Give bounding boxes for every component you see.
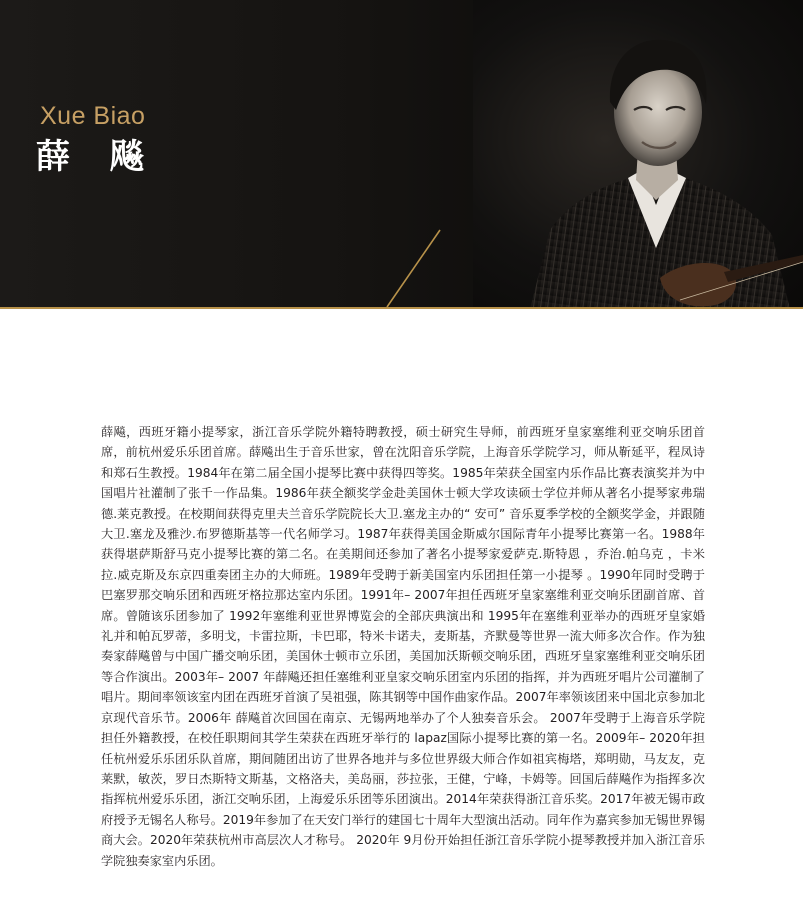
musician-portrait bbox=[510, 0, 803, 309]
name-english: Xue Biao bbox=[40, 102, 146, 130]
header-banner bbox=[0, 0, 803, 309]
header-divider bbox=[0, 307, 803, 309]
biography-text: 薛飚，西班牙籍小提琴家，浙江音乐学院外籍特聘教授，硕士研究生导师，前西班牙皇家塞维利亚交响乐团首席，前杭州爱乐乐团首席。薛飚出生于音乐世家，曾在沈阳音乐学院，上海音乐学院学习，师从靳延平，程凤诗和郑石生教授。1984年在第二届全国小提琴比赛中获得四等奖。1985年荣获全国室内乐作品比赛表演奖并为中国唱片社灌制了张千一作品集。1986年获全额奖学金赴美国休士顿大学攻读硕士学位并师从著名小提琴家弗瑞德.莱克教授。在校期间获得克里夫兰音乐学院院长大卫.塞龙主办的“ 安可” 音乐夏季学校的全额奖学金，并跟随大卫.塞龙及雅沙.布罗德斯基等一代名师学习。1987年获得美国金斯威尔国际青年小提琴比赛第一名。1988年获得堪萨斯舒马克小提琴比赛的第二名。在美期间还参加了著名小提琴家爱萨克.斯特恩 ，乔治.帕乌克 ，卡米拉.威克斯及东京四重奏团主办的大师班。1989年受聘于新美国室内乐团担任第一小提琴 。1990年同时受聘于巴塞罗那交响乐团和西班牙格拉那达室内乐团。1991年– 2007年担任西班牙皇家塞维利亚交响乐团副首席、首席。曾随该乐团参加了 1992年塞维利亚世界博览会的全部庆典演出和 1995年在塞维利亚举办的西班牙皇家婚礼并和帕瓦罗蒂，多明戈，卡雷拉斯，卡巴耶，特米卡诺夫，麦斯基，齐默曼等世界一流大师多次合作。作为独奏家薛飚曾与中国广播交响乐团，美国休士顿市立乐团，美国加沃斯顿交响乐团，西班牙皇家塞维利亚交响乐团等合作演出。2003年– 2007 年薛飚还担任塞维利亚皇家交响乐团室内乐团的指挥，并为西班牙唱片公司灌制了唱片。期间率领该室内团在西班牙首演了吴祖强，陈其钢等中国作曲家作品。2007年率领该团来中国北京参加北京现代音乐节。2006年 薛飚首次回国在南京、无锡两地举办了个人独奏音乐会。 2007年受聘于上海音乐学院担任外籍教授，在校任职期间其学生荣获在西班牙举行的 lapaz国际小提琴比赛的第一名。2009年– 2020年担任杭州爱乐乐团乐队首席，期间随团出访了世界各地并与多位世界级大师合作如祖宾梅塔，郑明勋，马友友，克莱默，敏茨，罗日杰斯特文斯基，文格洛夫，美岛丽，莎拉张，王健，宁峰，卡姆等。回国后薛飚作为指挥多次指挥杭州爱乐乐团，浙江交响乐团，上海爱乐乐团等乐团演出。2014年荣获得浙江音乐奖。2017年被无锡市政府授予无锡名人称号。2019年参加了在天安门举行的建国七十周年大型演出活动。同年作为嘉宾参加无锡世界锡商大会。2020年荣获杭州市高层次人才称号。 2020年 9月份开始担任浙江音乐学院小提琴教授并加入浙江音乐学院独奏家室内乐团。 bbox=[101, 425, 705, 868]
name-chinese: 薛 飚 bbox=[36, 137, 158, 177]
